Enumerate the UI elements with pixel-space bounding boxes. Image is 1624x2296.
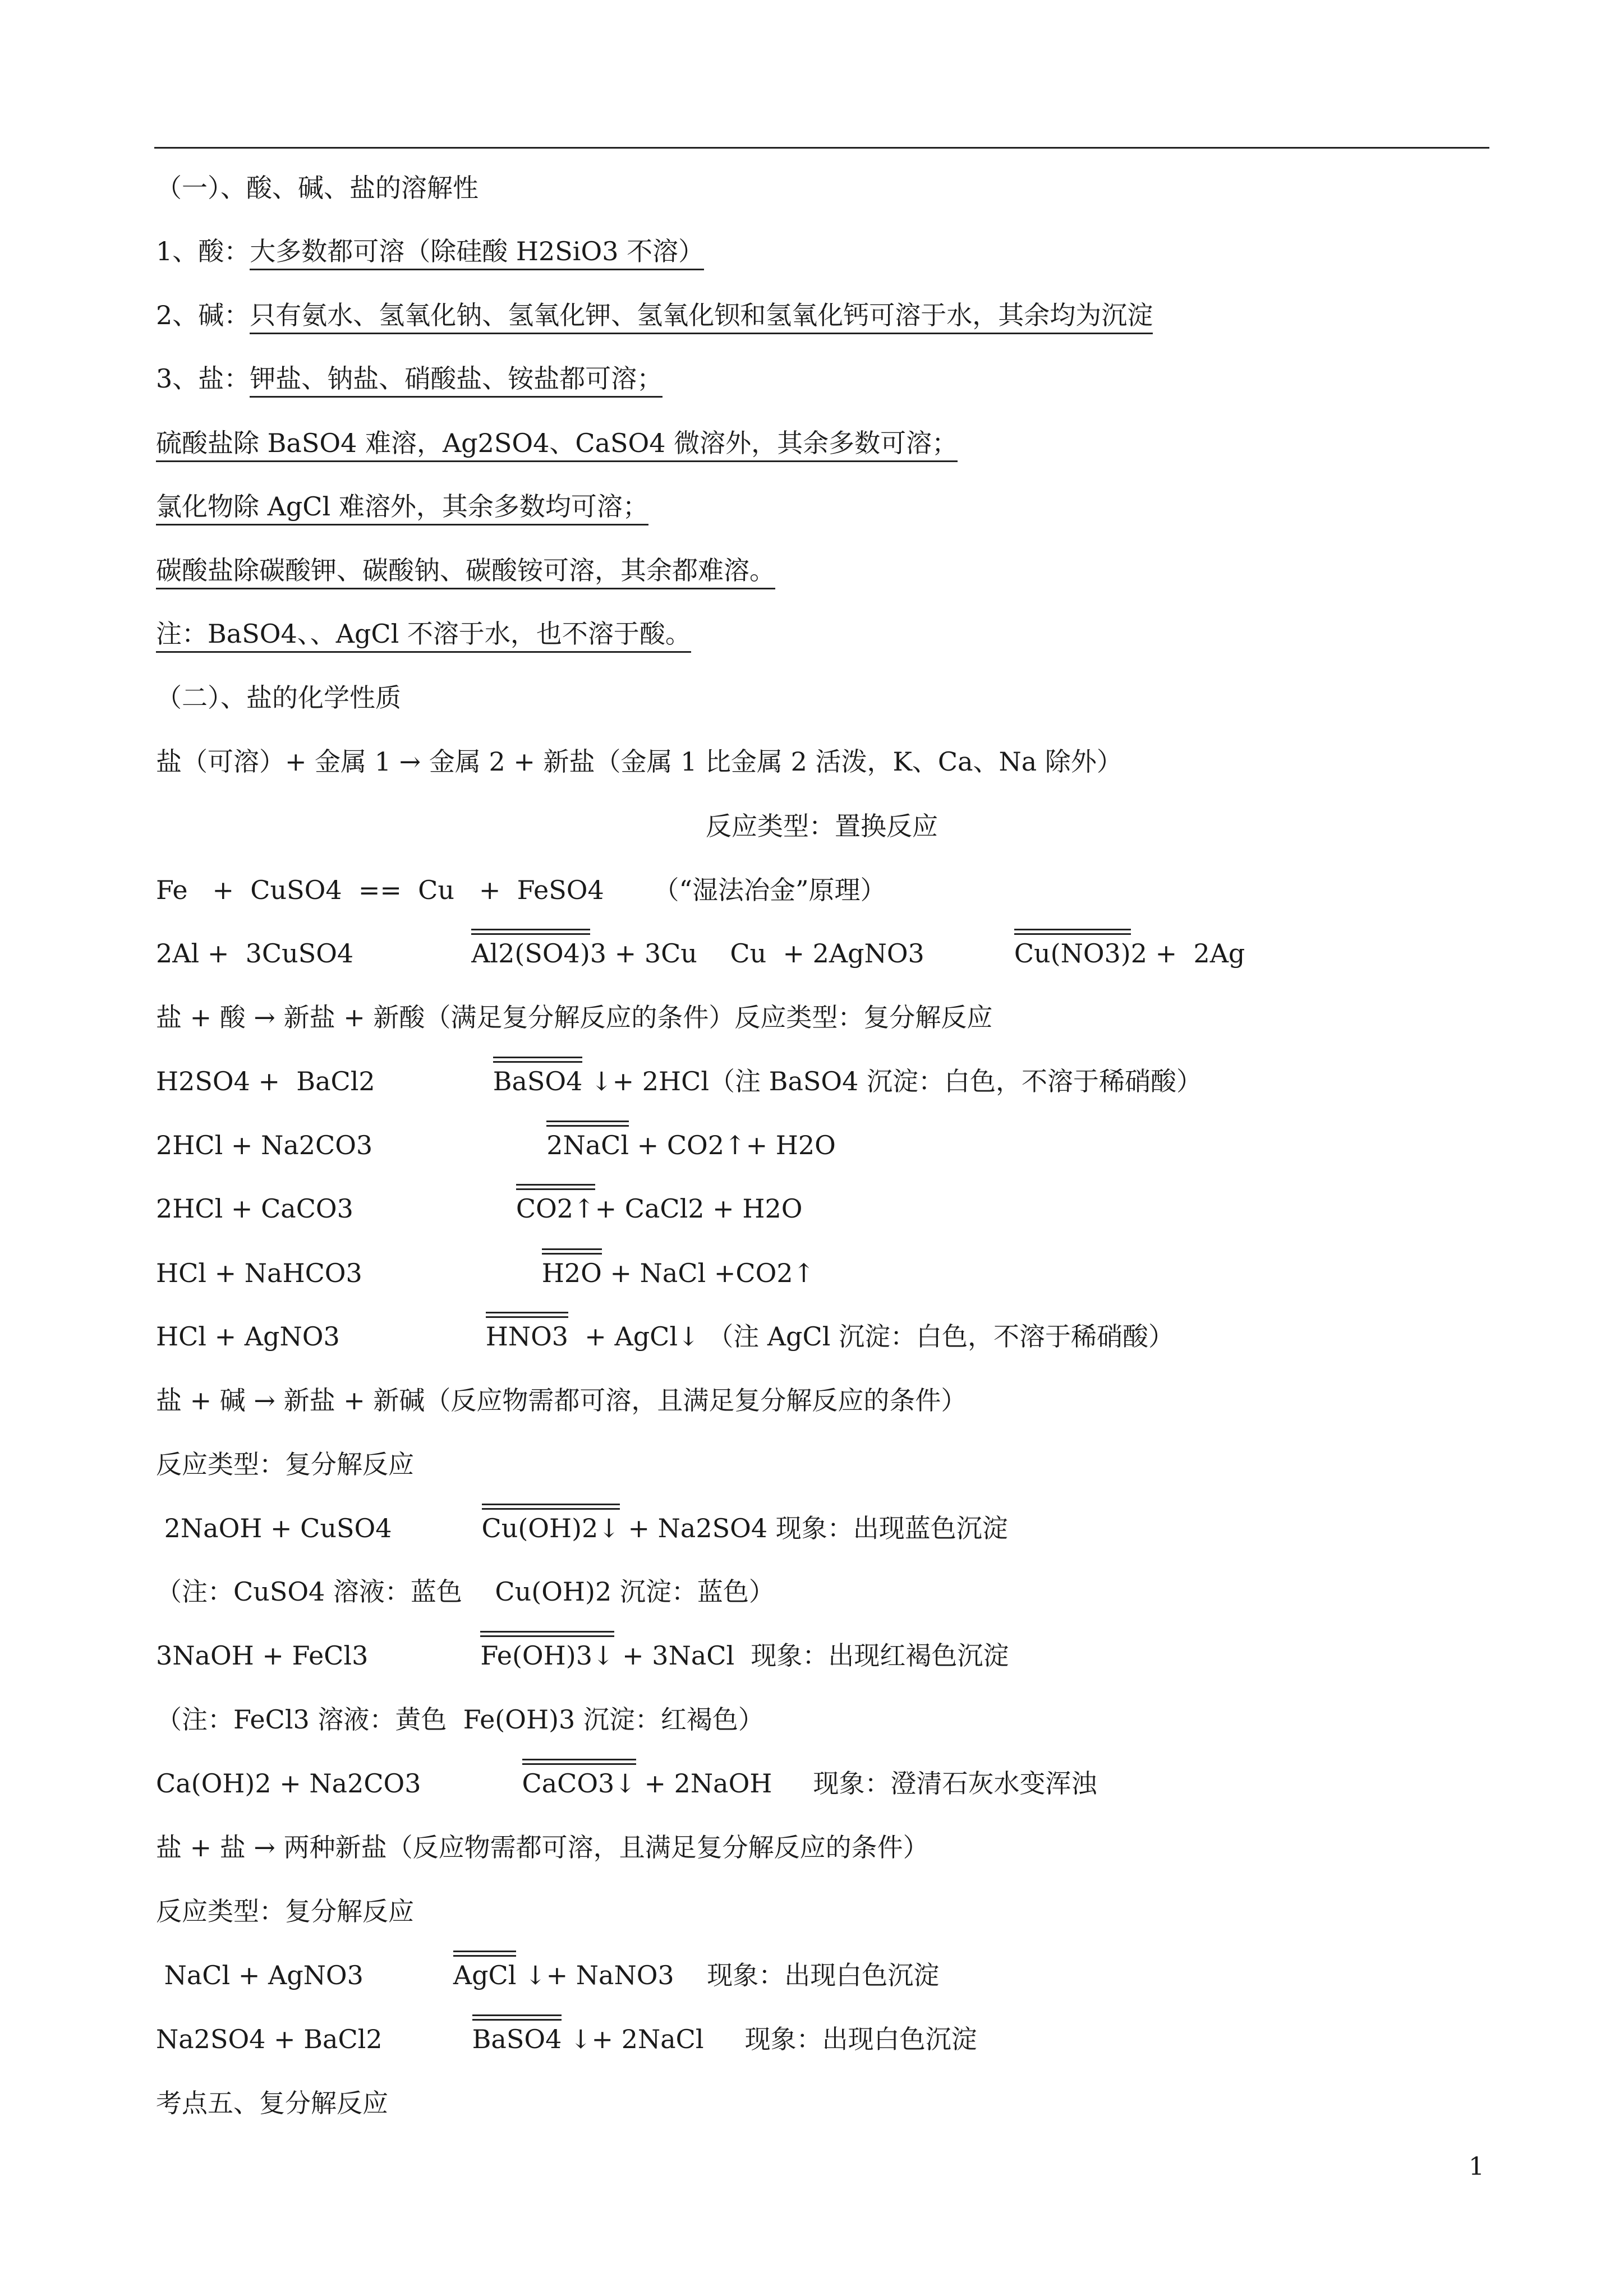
note-fecl3-color: （注：FeCl3 溶液：黄色 Fe(OH)3 沉淀：红褐色） <box>156 1704 764 1735</box>
chloride-solubility: 氯化物除 AgCl 难溶外，其余多数均可溶； <box>156 490 648 523</box>
equation-naoh-fecl3: 3NaOH + FeCl3 Fe(OH)3↓ + 3NaCl 现象：出现红褐色沉淀 <box>156 1639 1009 1672</box>
reaction-type-metathesis-2: 反应类型：复分解反应 <box>156 1896 414 1926</box>
section-title-solubility: （一）、酸、碱、盐的溶解性 <box>156 173 479 203</box>
salt-solubility: 3、盐：钾盐、钠盐、硝酸盐、铵盐都可溶； <box>156 362 663 395</box>
equation-caoh2-na2co3: Ca(OH)2 + Na2CO3 CaCO3↓ + 2NaOH 现象：澄清石灰水变浑浊 <box>156 1767 1097 1800</box>
salt-base-rule: 盐 + 碱 → 新盐 + 新碱（反应物需都可溶，且满足复分解反应的条件） <box>156 1385 967 1416</box>
equation-na2so4-bacl2: Na2SO4 + BaCl2 BaSO4 ↓+ 2NaCl 现象：出现白色沉淀 <box>156 2022 977 2056</box>
equation-hcl-nahco3: HCl + NaHCO3 H2O + NaCl +CO2↑ <box>156 1256 815 1290</box>
equation-al-cuso4: 2Al + 3CuSO4 Al2(SO4)3 + 3Cu Cu + 2AgNO3 Cu(NO3)2 + 2Ag <box>156 937 1245 970</box>
equation-fe-cuso4: Fe + CuSO4 == Cu + FeSO4 （“湿法冶金”原理） <box>156 875 886 905</box>
sulfate-solubility: 硫酸盐除 BaSO4 难溶，Ag2SO4、CaSO4 微溶外，其余多数可溶； <box>156 426 958 460</box>
page-number: 1 <box>1469 2152 1484 2181</box>
equation-nacl-agno3: NaCl + AgNO3 AgCl ↓+ NaNO3 现象：出现白色沉淀 <box>156 1958 939 1992</box>
salt-acid-rule: 盐 + 酸 → 新盐 + 新酸（满足复分解反应的条件）反应类型：复分解反应 <box>156 1002 993 1032</box>
header-rule <box>154 147 1489 149</box>
equation-hcl-caco3: 2HCl + CaCO3 CO2↑+ CaCl2 + H2O <box>156 1192 802 1225</box>
equation-hcl-na2co3: 2HCl + Na2CO3 2NaCl + CO2↑+ H2O <box>156 1128 836 1162</box>
equation-h2so4-bacl2: H2SO4 + BaCl2 BaSO4 ↓+ 2HCl（注 BaSO4 沉淀：白色，不溶于稀硝酸） <box>156 1064 1202 1098</box>
section-title-salt-properties: （二）、盐的化学性质 <box>156 683 401 713</box>
section-title-metathesis: 考点五、复分解反应 <box>156 2088 388 2118</box>
carbonate-solubility: 碳酸盐除碳酸钾、碳酸钠、碳酸铵可溶，其余都难溶。 <box>156 554 775 587</box>
reaction-type-displacement: 反应类型：置换反应 <box>706 811 938 841</box>
base-solubility: 2、碱：只有氨水、氢氧化钠、氢氧化钾、氢氧化钡和氢氧化钙可溶于水，其余均为沉淀 <box>156 298 1153 332</box>
salt-metal-rule: 盐（可溶）+ 金属 1 → 金属 2 + 新盐（金属 1 比金属 2 活泼，K、Ca、Na 除外） <box>156 746 1122 777</box>
equation-hcl-agno3: HCl + AgNO3 HNO3 + AgCl↓ （注 AgCl 沉淀：白色，不溶于稀硝酸） <box>156 1320 1174 1353</box>
salt-salt-rule: 盐 + 盐 → 两种新盐（反应物需都可溶，且满足复分解反应的条件） <box>156 1832 929 1862</box>
reaction-type-metathesis-1: 反应类型：复分解反应 <box>156 1449 414 1479</box>
note-insoluble: 注：BaSO4、、AgCl 不溶于水，也不溶于酸。 <box>156 617 691 651</box>
acid-solubility: 1、酸：大多数都可溶（除硅酸 H2SiO3 不溶） <box>156 234 704 268</box>
equation-naoh-cuso4: 2NaOH + CuSO4 Cu(OH)2↓ + Na2SO4 现象：出现蓝色沉淀 <box>156 1511 1008 1545</box>
note-cuso4-color: （注：CuSO4 溶液：蓝色 Cu(OH)2 沉淀：蓝色） <box>156 1576 775 1607</box>
